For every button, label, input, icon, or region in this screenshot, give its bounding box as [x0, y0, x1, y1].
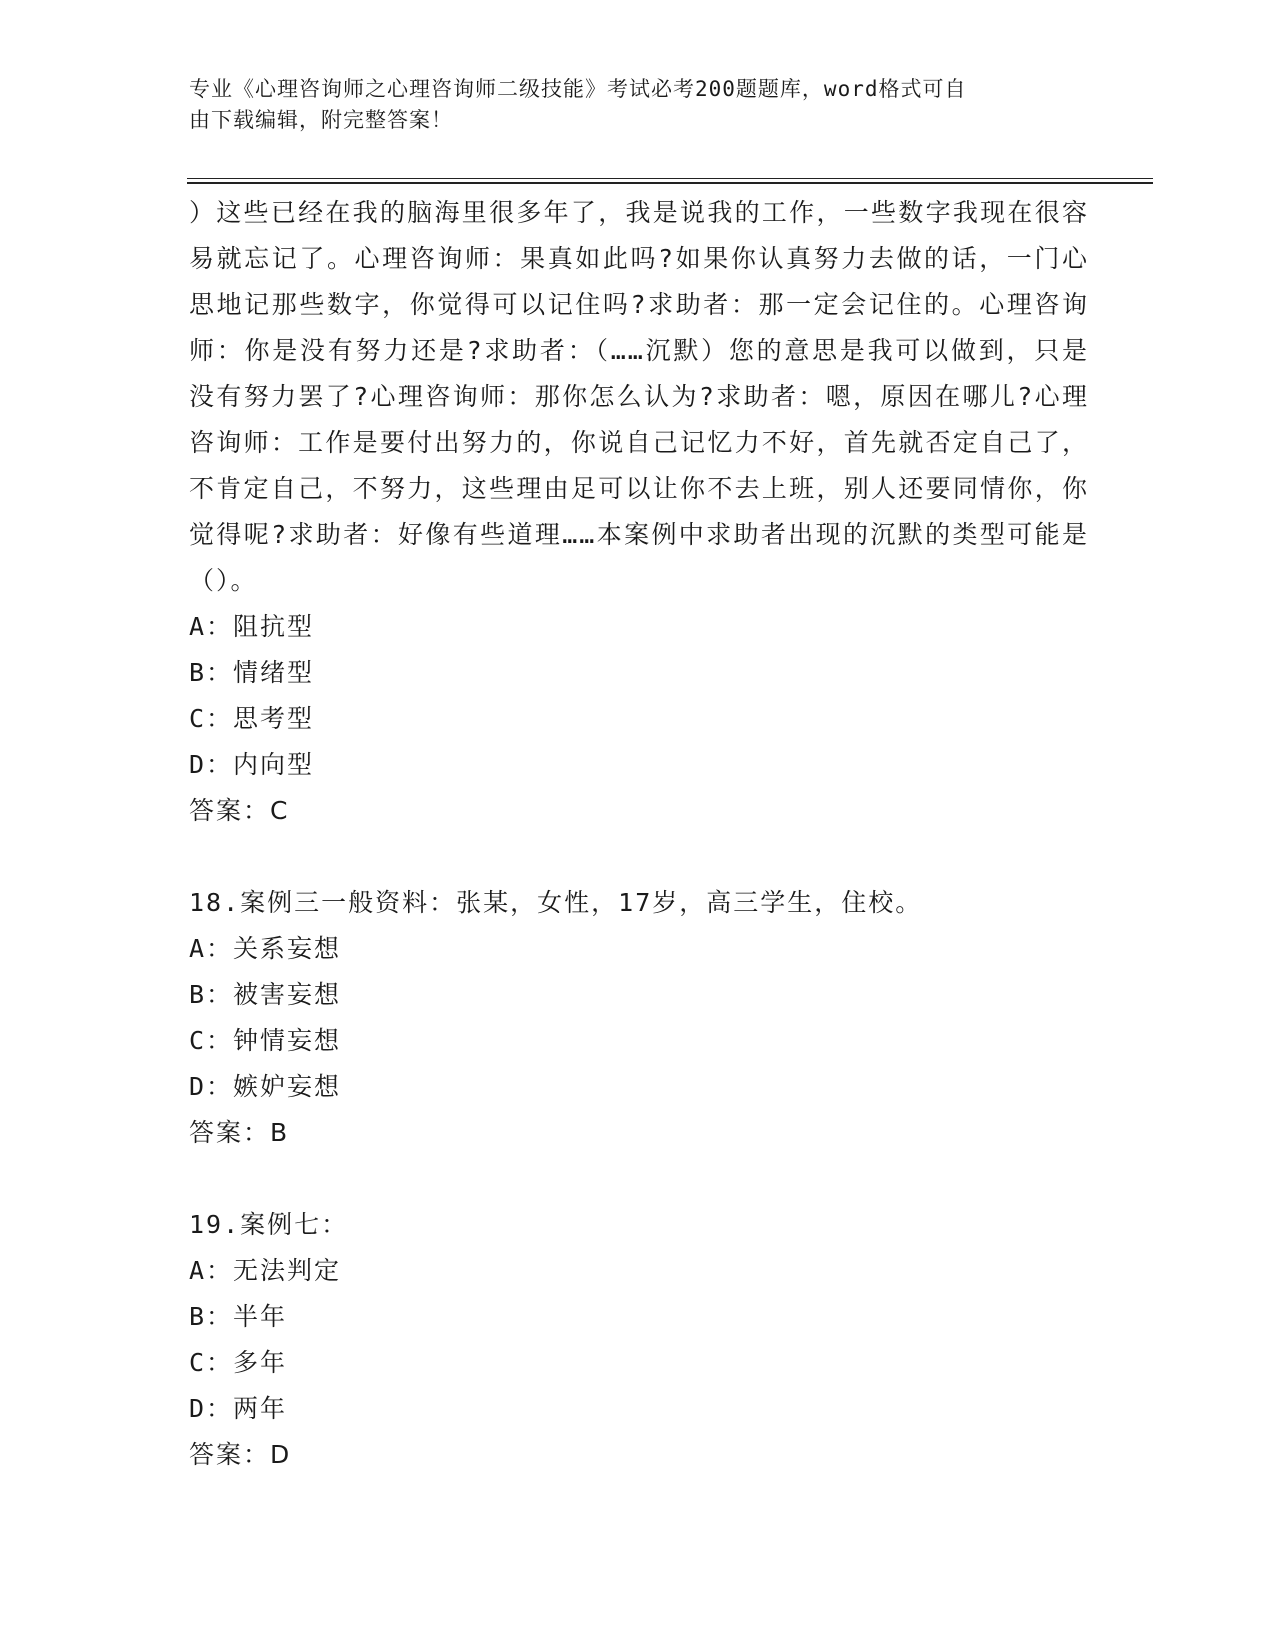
option-b: B：半年: [189, 1302, 288, 1331]
option-c: C：思考型: [189, 704, 315, 733]
answer-label: 答案：D: [189, 1440, 292, 1469]
option-b: B：被害妄想: [189, 980, 342, 1009]
question-stem: 19.案例七：: [189, 1210, 349, 1239]
header-rule-thick: [187, 182, 1153, 184]
question-19: [189, 1202, 1089, 1478]
question-17: [189, 190, 1089, 834]
option-c: C：钟情妄想: [189, 1026, 342, 1055]
option-b: B：情绪型: [189, 658, 315, 687]
header-line-2: 由下载编辑，附完整答案！: [189, 108, 453, 132]
option-c: C：多年: [189, 1348, 288, 1377]
answer-label: 答案：C: [189, 796, 290, 825]
document-header: [189, 74, 1089, 136]
option-d: D：嫉妒妄想: [189, 1072, 342, 1101]
option-d: D：两年: [189, 1394, 288, 1423]
header-line-1: 专业《心理咨询师之心理咨询师二级技能》考试必考200题题库，word格式可自: [189, 77, 967, 101]
option-d: D：内向型: [189, 750, 315, 779]
question-spacer: [189, 1156, 1089, 1202]
question-stem: ）这些已经在我的脑海里很多年了，我是说我的工作，一些数字我现在很容易就忘记了。心理咨询师：果真如此吗?如果你认真努力去做的话，一门心思地记那些数字，你觉得可以记住吗?求助者：那一定会记住的。心理咨询师：你是没有努力还是?求助者：（……沉默）您的意思是我可以做到，只是没有努力罢了?心理咨询师：那你怎么认为?求助者：嗯，原因在哪儿?心理咨询师：工作是要付出努力的，你说自己记忆力不好，首先就否定自己了，不肯定自己，不努力，这些理由足可以让你不去上班，别人还要同情你，你觉得呢?求助者：好像有些道理……本案例中求助者出现的沉默的类型可能是（）。: [189, 198, 1089, 595]
question-list: [189, 190, 1089, 1478]
question-stem: 18.案例三一般资料：张某，女性，17岁，高三学生，住校。: [189, 888, 923, 917]
option-a: A：阻抗型: [189, 612, 315, 641]
option-a: A：关系妄想: [189, 934, 342, 963]
answer-label: 答案：B: [189, 1118, 290, 1147]
option-a: A：无法判定: [189, 1256, 342, 1285]
header-rule-thin: [187, 178, 1153, 179]
question-18: [189, 880, 1089, 1156]
question-spacer: [189, 834, 1089, 880]
